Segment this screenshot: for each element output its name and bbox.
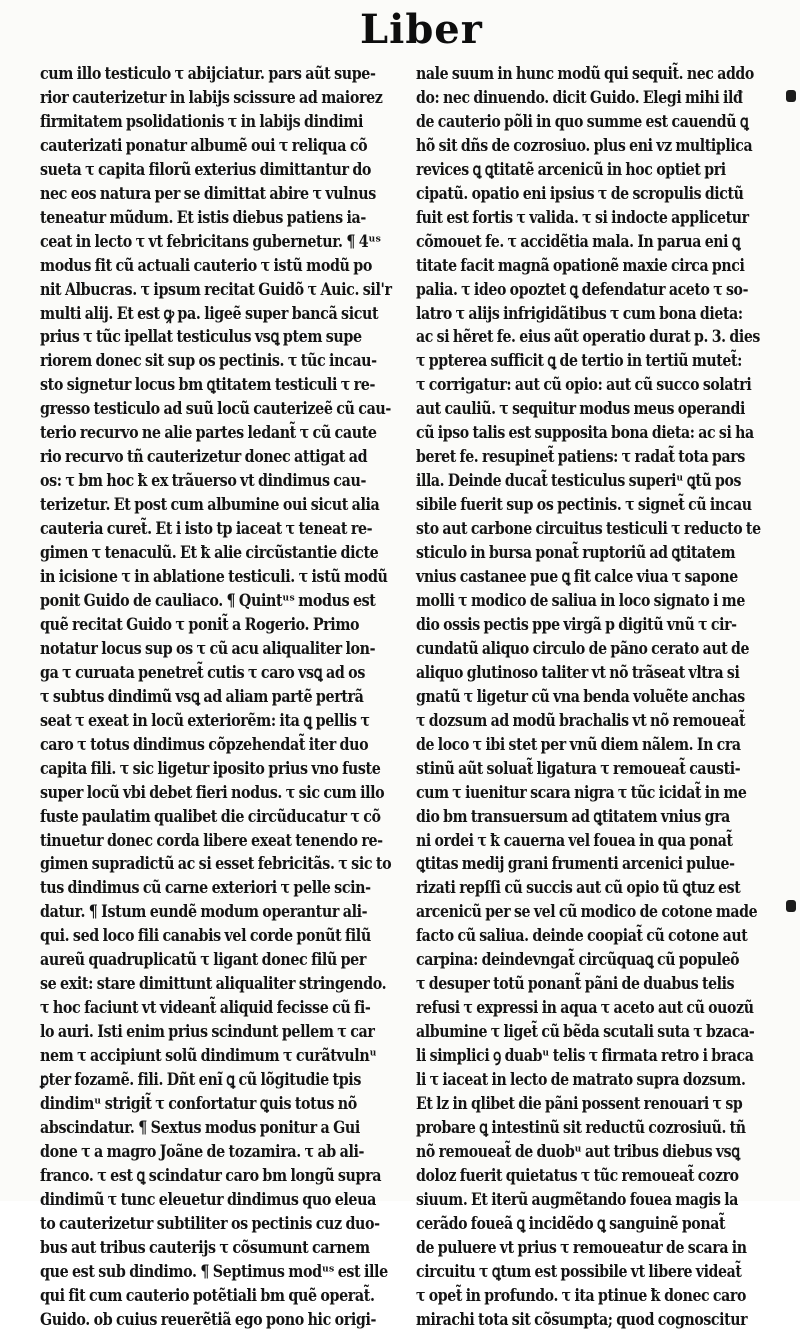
text-line: Guido. ob cuius reuerẽtiã ego pono hic origi-: [40, 1308, 377, 1329]
text-line: refusi τ expressi in aqua τ aceto aut cũ ouozũ: [416, 997, 754, 1018]
text-line: franco. τ est ꝗ scindatur caro bm longũ supra: [40, 1164, 382, 1185]
text-line: dindimᵘ strigit̃ τ confortatur ꝗuis totus nõ: [40, 1092, 357, 1113]
text-line: circuitu τ ꝗtum est possibile vt libere videat̃: [416, 1260, 742, 1281]
text-line: ceat in lecto τ vt febricitans gubernetur. ¶ 4ᵘˢ: [40, 230, 381, 251]
text-line: nec eos natura per se dimittat abire τ vulnus: [40, 182, 376, 203]
text-line: gnatũ τ ligetur cũ vna benda voluẽte anchas: [416, 685, 745, 706]
text-line: doloz fuerit quietatus τ tũc remoueat̃ cozro: [416, 1164, 739, 1185]
running-head: Liber: [360, 6, 483, 53]
text-line: ponit Guido de cauliaco. ¶ Quintᵘˢ modus est: [40, 589, 376, 610]
text-line: gresso testiculo ad suũ locũ cauterizeẽ cũ cau-: [40, 398, 391, 419]
text-line: lo auri. Isti enim prius scindunt pellem τ car: [40, 1021, 375, 1042]
text-line: τ opet̃ in profundo. τ ita ptinue ꝁ donec caro: [416, 1284, 746, 1305]
text-line: quẽ recitat Guido τ ponit̃ a Rogerio. Primo: [40, 613, 360, 634]
text-line: stinũ aũt soluat̃ ligatura τ remoueat̃ causti-: [416, 757, 741, 778]
text-line: sibile fuerit sup os pectinis. τ signet̃ cũ incau: [416, 494, 752, 515]
text-line: de loco τ ibi stet per vnũ diem nãlem. In cra: [416, 733, 741, 754]
text-line: riorem donec sit sup os pectinis. τ tũc incau-: [40, 350, 377, 371]
text-line: carpina: deindevngat̃ circũquaꝗ cũ populeõ: [416, 949, 740, 970]
text-line: τ ppterea sufficit ꝗ de tertio in tertiũ mutet̃:: [416, 350, 742, 371]
text-line: que est sub dindimo. ¶ Septimus modᵘˢ est ille: [40, 1260, 388, 1281]
text-line: molli τ modico de saliua in loco signato i me: [416, 589, 745, 610]
text-line: terizetur. Et post cum albumine oui sicut alia: [40, 494, 380, 515]
text-line: cõmouet fe. τ accidẽtia mala. In parua eni ꝗ: [416, 230, 741, 251]
text-line: cum τ iuenitur scara nigra τ tũc icidat̃ in me: [416, 781, 747, 802]
margin-blot: [786, 90, 796, 102]
text-line: fuit est fortis τ valida. τ si indocte applicetur: [416, 206, 749, 227]
text-line: tinuetur donec corda libere exeat tenendo re-: [40, 829, 383, 850]
text-line: to cauterizetur subtiliter os pectinis cuz duo-: [40, 1212, 380, 1233]
text-line: beret fe. resupinet̃ patiens: τ radat̃ tota pars: [416, 446, 745, 467]
text-line: modus fit cũ actuali cauterio τ istũ modũ po: [40, 254, 372, 275]
text-line: de cauterio põli in quo summe est cauendũ ꝗ: [416, 110, 749, 131]
text-line: hõ sit dñs de cozrosiuo. plus eni vz multiplica: [416, 134, 753, 155]
text-line: super locũ vbi debet fieri nodus. τ sic cum illo: [40, 781, 385, 802]
text-line: ni ordei τ ꝁ cauerna vel fouea in qua ponat̃: [416, 829, 733, 850]
text-line: sueta τ capita filorũ exterius dimittantur do: [40, 158, 372, 179]
text-line: cum illo testiculo τ abijciatur. pars aũt supe-: [40, 63, 376, 83]
text-line: revices ꝗ ꝗtitatẽ arcenicũ in hoc optiet pri: [416, 158, 726, 179]
text-line: cũ ipso talis est supposita bona dieta: ac si ha: [416, 422, 754, 443]
text-line: cauteria curet̃. Et i isto tp iaceat τ teneat re-: [40, 518, 373, 539]
text-line: capita fili. τ sic ligetur iposito prius vno fuste: [40, 757, 381, 778]
text-line: dindimũ τ tunc eleuetur dindimus quo eleua: [40, 1188, 376, 1209]
text-line: facto cũ saliua. deinde coopiat̃ cũ cotone aut: [416, 925, 748, 946]
text-line: τ corrigatur: aut cũ opio: aut cũ succo solatri: [416, 374, 752, 395]
text-line: ga τ curuata penetret̃ cutis τ caro vsꝗ ad os: [40, 661, 365, 682]
text-line: seat τ exeat in locũ exteriorẽm: ita ꝗ pellis τ: [40, 709, 370, 730]
text-line: dio bm transuersum ad ꝗtitatem vnius gra: [416, 805, 730, 826]
text-line: qui. sed loco fili canabis vel corde ponũt filũ: [40, 925, 371, 946]
text-line: nõ remoueat̃ de duobᵘ aut tribus diebus vsꝗ: [416, 1140, 740, 1161]
text-line: cerãdo foueã ꝗ incidẽdo ꝗ sanguinẽ ponat̃: [416, 1212, 726, 1233]
text-line: cipatũ. opatio eni ipsius τ de scropulis dictũ: [416, 182, 744, 203]
text-line: nit Albucras. τ ipsum recitat Guidõ τ Auic. sil'r: [40, 278, 392, 299]
text-line: teneatur mũdum. Et istis diebus patiens ia-: [40, 206, 366, 227]
text-line: caro τ totus dindimus cõpzehendat̃ iter duo: [40, 733, 369, 754]
text-line: rizati repſſi cũ succis aut cũ opio tũ ꝗtuz est: [416, 877, 741, 898]
text-line: vnius castanee pue ꝗ fit calce viua τ sapone: [416, 566, 738, 587]
text-line: siuum. Et iterũ augmẽtando fouea magis la: [416, 1188, 739, 1209]
left-text-column: [40, 62, 410, 1329]
text-line: multi alij. Et est ꝙ pa. ligeẽ super bancã sicut: [40, 302, 379, 323]
text-line: probare ꝗ intestinũ sit reductũ cozrosiuũ. tñ: [416, 1116, 746, 1137]
text-line: sto aut carbone circuitus testiculi τ reducto te: [416, 518, 761, 539]
text-line: τ hoc faciunt vt videant̃ aliquid fecisse cũ fi-: [40, 997, 371, 1018]
text-line: bus aut tribus cauterijs τ cõsumunt carnem: [40, 1236, 370, 1257]
text-line: albumine τ liget̃ cũ bẽda scutali suta τ bzaca-: [416, 1021, 755, 1042]
text-line: τ desuper totũ ponant̃ pãni de duabus telis: [416, 973, 735, 994]
text-line: arcenicũ per se vel cũ modico de cotone made: [416, 901, 758, 922]
text-line: nem τ accipiunt solũ dindimum τ curãtvulnᵘ: [40, 1045, 377, 1066]
text-line: τ subtus dindimũ vsꝗ ad aliam partẽ pertrã: [40, 685, 364, 706]
text-line: cundatũ aliquo circulo de pãno cerato aut de: [416, 637, 750, 658]
text-line: Et lz in qlibet die pãni possent renouari τ sp: [416, 1092, 743, 1113]
text-line: abscindatur. ¶ Sextus modus ponitur a Gui: [40, 1116, 360, 1137]
text-line: mirachi tota sit cõsumpta; quod cognoscitur: [416, 1308, 748, 1329]
text-line: gimen supradictũ ac si esset febricitãs. τ sic to: [40, 853, 392, 874]
text-line: nale suum in hunc modũ qui sequit̃. nec addo: [416, 63, 754, 83]
text-line: ac si hẽret fe. eius aũt operatio durat p. 3. dies: [416, 326, 760, 347]
text-line: notatur locus sup os τ cũ acu aliqualiter lon-: [40, 637, 376, 658]
text-line: ꝗtitas medij grani frumenti arcenici pulue-: [416, 853, 735, 874]
text-line: de puluere vt prius τ remoueatur de scara in: [416, 1236, 747, 1257]
text-line: sticulo in bursa ponat̃ ruptoriũ ad ꝗtitatem: [416, 542, 736, 563]
text-line: τ dozsum ad modũ brachalis vt nõ remoueat̃: [416, 709, 746, 730]
text-line: palia. τ ideo opoztet ꝗ defendatur aceto τ so-: [416, 278, 749, 299]
text-line: done τ a magro Joãne de tozamira. τ ab ali-: [40, 1140, 365, 1161]
text-line: cauterizati ponatur albumẽ oui τ reliqua cõ: [40, 134, 368, 155]
text-line: li τ iaceat in lecto de matrato supra dozsum.: [416, 1069, 746, 1090]
text-line: terio recurvo ne alie partes ledant̃ τ cũ caute: [40, 422, 377, 443]
text-line: tus dindimus cũ carne exteriori τ pelle scin-: [40, 877, 371, 898]
text-line: gimen τ tenaculũ. Et ꝁ alie circũstantie dicte: [40, 542, 379, 563]
text-line: aut cauliũ. τ sequitur modus meus operandi: [416, 398, 745, 419]
text-line: li simplici ꝯ duabᵘ telis τ firmata retro i braca: [416, 1045, 754, 1066]
text-line: rior cauterizetur in labijs scissure ad maiorez: [40, 86, 383, 107]
text-line: illa. Deinde ducat̃ testiculus superiᵘ ꝗtũ pos: [416, 470, 742, 491]
text-line: aureũ quadruplicatũ τ ligant donec filũ per: [40, 949, 367, 970]
text-line: sto signetur locus bm ꝗtitatem testiculi τ re-: [40, 374, 376, 395]
text-line: do: nec dinuendo. dicit Guido. Elegi mihi ilđ: [416, 86, 743, 107]
right-text-column: [416, 62, 778, 1329]
text-line: in icisione τ in ablatione testiculi. τ istũ modũ: [40, 566, 388, 587]
text-line: os: τ bm hoc ꝁ ex trãuerso vt dindimus cau-: [40, 470, 367, 491]
margin-blot: [786, 900, 796, 912]
text-line: dio ossis pectis ppe virgã p digitũ vnũ τ cir-: [416, 613, 737, 634]
text-line: rio recurvo tñ cauterizetur donec attigat ad: [40, 446, 368, 467]
bleed-through-ghost-text: [30, 14, 41, 44]
text-line: ꝑter fozamẽ. fili. Dñt enĩ ꝗ cũ lõgitudie tpis: [40, 1069, 361, 1090]
text-line: latro τ alijs infrigidãtibus τ cum bona dieta:: [416, 302, 743, 323]
text-line: fuste paulatim qualibet die circũducatur τ cõ: [40, 805, 381, 826]
text-line: aliquo glutinoso taliter vt nõ trãseat vltra si: [416, 661, 740, 682]
text-line: firmitatem psolidationis τ in labijs dindimi: [40, 110, 364, 131]
text-line: titate facit magnã opationẽ maxie circa pnci: [416, 254, 745, 275]
text-line: qui fit cum cauterio potẽtiali bm quẽ operat̃.: [40, 1284, 375, 1305]
text-line: prius τ tũc ipellat testiculus vsꝗ ptem supe: [40, 326, 362, 347]
text-line: se exit: stare dimittunt aliqualiter stringendo.: [40, 973, 387, 994]
text-line: datur. ¶ Istum eundẽ modum operantur ali-: [40, 901, 368, 922]
